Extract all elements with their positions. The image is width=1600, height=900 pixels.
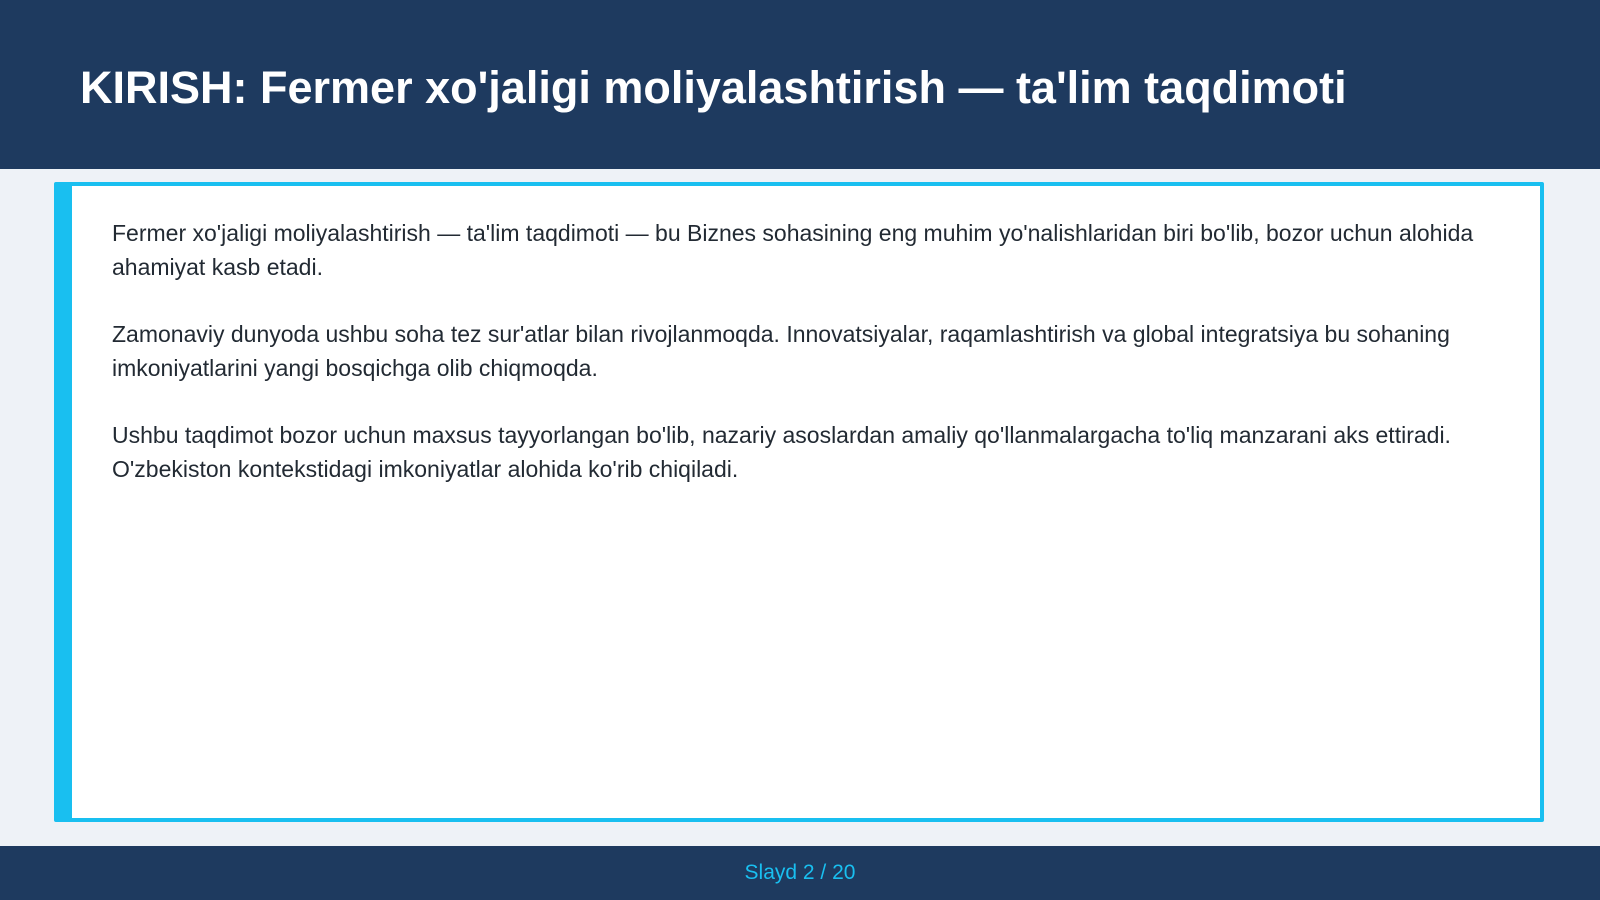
content-card — [54, 182, 1544, 822]
paragraph-presentation-scope: Ushbu taqdimot bozor uchun maxsus tayyorlangan bo'lib, nazariy asoslardan amaliy qo'llanmalargacha to'liq manzarani aks ettiradi. O'zbekiston kontekstidagi imkoniyatlar alohida ko'rib chiqiladi. — [112, 422, 1451, 482]
content-text — [112, 216, 1507, 519]
slide-header — [0, 0, 1600, 169]
slide-title: KIRISH: Fermer xo'jaligi moliyalashtirish — ta'lim taqdimoti — [80, 62, 1347, 113]
slide-counter: Slayd 2 / 20 — [744, 861, 856, 884]
paragraph-modern-world: Zamonaviy dunyoda ushbu soha tez sur'atlar bilan rivojlanmoqda. Innovatsiyalar, raqamlashtirish va global integratsiya bu sohaning imkoniyatlarini yangi bosqichga olib chiqmoqda. — [112, 321, 1450, 381]
paragraph-intro: Fermer xo'jaligi moliyalashtirish — ta'lim taqdimoti — bu Biznes sohasining eng muhim yo'nalishlaridan biri bo'lib, bozor uchun alohida ahamiyat kasb etadi. — [112, 220, 1474, 280]
slide-footer — [0, 846, 1600, 900]
